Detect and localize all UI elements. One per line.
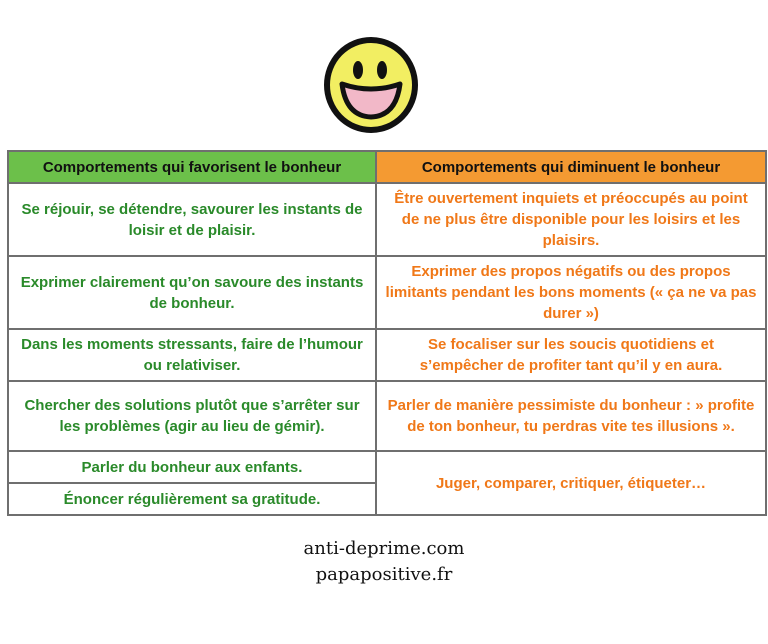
positive-behavior: Se réjouir, se détendre, savourer les instants de loisir et de plaisir. (8, 183, 376, 256)
credit-site-1: anti-deprime.com (303, 538, 465, 559)
positive-behavior: Exprimer clairement qu’on savoure des instants de bonheur. (8, 256, 376, 329)
negative-behavior: Parler de manière pessimiste du bonheur : » profite de ton bonheur, tu perdras vite tes illusions ». (376, 381, 766, 451)
behaviors-table (7, 150, 767, 516)
credit-site-2: papapositive.fr (315, 564, 453, 585)
negative-behavior: Se focaliser sur les soucis quotidiens et s’empêcher de profiter tant qu’il y en aura. (376, 329, 766, 381)
table-row (8, 329, 766, 381)
header-positive: Comportements qui favorisent le bonheur (8, 151, 376, 183)
smiley-face-icon (322, 36, 420, 134)
table-row (8, 451, 766, 483)
credits (0, 536, 768, 588)
positive-behavior: Énoncer régulièrement sa gratitude. (8, 483, 376, 515)
table-row (8, 183, 766, 256)
negative-behavior: Être ouvertement inquiets et préoccupés au point de ne plus être disponible pour les loisirs et les plaisirs. (376, 183, 766, 256)
table-row (8, 256, 766, 329)
table-header-row (8, 151, 766, 183)
negative-behavior: Exprimer des propos négatifs ou des propos limitants pendant les bons moments (« ça ne va pas durer ») (376, 256, 766, 329)
negative-behavior: Juger, comparer, critiquer, étiqueter… (376, 451, 766, 515)
positive-behavior: Parler du bonheur aux enfants. (8, 451, 376, 483)
table-row (8, 381, 766, 451)
positive-behavior: Dans les moments stressants, faire de l’humour ou relativiser. (8, 329, 376, 381)
header-negative: Comportements qui diminuent le bonheur (376, 151, 766, 183)
positive-behavior: Chercher des solutions plutôt que s’arrêter sur les problèmes (agir au lieu de gémir). (8, 381, 376, 451)
